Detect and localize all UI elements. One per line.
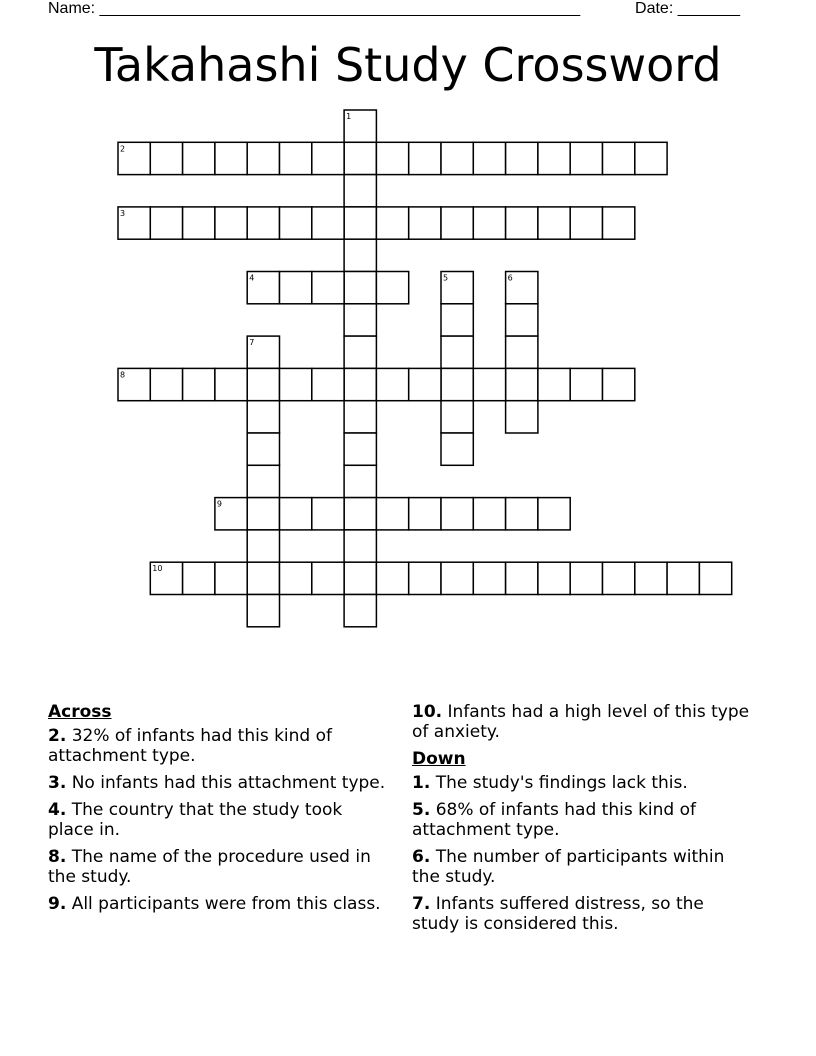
grid-cell[interactable] bbox=[344, 142, 376, 174]
grid-cell[interactable] bbox=[570, 368, 602, 400]
grid-cell[interactable] bbox=[409, 368, 441, 400]
cell-number: 1 bbox=[346, 112, 352, 121]
grid-cell[interactable] bbox=[409, 207, 441, 239]
grid-cell[interactable] bbox=[441, 498, 473, 530]
grid-cell[interactable] bbox=[247, 465, 279, 497]
clue-text: The number of participants within the study. bbox=[412, 847, 725, 887]
grid-cell[interactable] bbox=[473, 142, 505, 174]
clue-number: 9. bbox=[48, 894, 67, 914]
grid-cell[interactable] bbox=[280, 368, 312, 400]
grid-cell[interactable] bbox=[344, 498, 376, 530]
grid-cell[interactable] bbox=[376, 272, 408, 304]
grid-cell[interactable] bbox=[441, 304, 473, 336]
grid-cell[interactable] bbox=[183, 142, 215, 174]
grid-cell[interactable] bbox=[247, 498, 279, 530]
clue-across-3 bbox=[48, 773, 388, 793]
grid-cell[interactable] bbox=[280, 272, 312, 304]
grid-cell[interactable] bbox=[344, 175, 376, 207]
grid-cell[interactable] bbox=[699, 562, 731, 594]
grid-cell[interactable] bbox=[667, 562, 699, 594]
clue-down-5 bbox=[412, 800, 752, 840]
grid-cell[interactable] bbox=[312, 368, 344, 400]
grid-cell[interactable] bbox=[538, 368, 570, 400]
grid-cell[interactable] bbox=[506, 142, 538, 174]
grid-cell[interactable] bbox=[538, 142, 570, 174]
grid-cell[interactable] bbox=[247, 562, 279, 594]
grid-cell[interactable] bbox=[183, 562, 215, 594]
clues-left-column bbox=[48, 702, 388, 921]
cell-number: 5 bbox=[443, 273, 449, 283]
grid-cell[interactable] bbox=[441, 368, 473, 400]
clue-across-9 bbox=[48, 894, 388, 914]
clue-across-2 bbox=[48, 726, 388, 766]
grid-cell[interactable] bbox=[344, 465, 376, 497]
grid-cell[interactable] bbox=[409, 562, 441, 594]
clue-number: 5. bbox=[412, 800, 431, 820]
grid-cell[interactable] bbox=[150, 142, 182, 174]
grid-cell[interactable] bbox=[473, 562, 505, 594]
grid-cell[interactable] bbox=[280, 498, 312, 530]
clue-across-10 bbox=[412, 702, 752, 742]
grid-cell[interactable] bbox=[215, 207, 247, 239]
grid-cell[interactable] bbox=[506, 207, 538, 239]
grid-cell[interactable] bbox=[344, 530, 376, 562]
grid-cell[interactable] bbox=[376, 368, 408, 400]
grid-cell[interactable] bbox=[506, 336, 538, 368]
cell-number: 10 bbox=[152, 564, 163, 574]
grid-cell[interactable] bbox=[344, 207, 376, 239]
grid-cell[interactable] bbox=[506, 562, 538, 594]
clue-text: The name of the procedure used in the study. bbox=[48, 847, 371, 887]
grid-cell[interactable] bbox=[183, 368, 215, 400]
grid-cell[interactable] bbox=[473, 207, 505, 239]
grid-cell[interactable] bbox=[441, 142, 473, 174]
grid-cell[interactable] bbox=[506, 401, 538, 433]
grid-cell[interactable] bbox=[247, 368, 279, 400]
down-heading: Down bbox=[412, 749, 466, 769]
grid-cell[interactable] bbox=[506, 498, 538, 530]
grid-cell[interactable] bbox=[409, 142, 441, 174]
grid-cell[interactable] bbox=[603, 207, 635, 239]
clue-text: 32% of infants had this kind of attachment type. bbox=[48, 726, 333, 766]
clue-across-4 bbox=[48, 800, 388, 840]
clue-number: 3. bbox=[48, 773, 67, 793]
grid-cell[interactable] bbox=[183, 207, 215, 239]
clue-text: Infants had a high level of this type of anxiety. bbox=[412, 702, 750, 742]
grid-cell[interactable] bbox=[344, 595, 376, 627]
grid-cell[interactable] bbox=[215, 142, 247, 174]
grid-cell[interactable] bbox=[344, 304, 376, 336]
grid-cell[interactable] bbox=[344, 562, 376, 594]
grid-cell[interactable] bbox=[376, 207, 408, 239]
grid-cell[interactable] bbox=[441, 562, 473, 594]
cell-number: 3 bbox=[120, 208, 126, 218]
clue-across-8 bbox=[48, 847, 388, 887]
across-heading: Across bbox=[48, 702, 112, 722]
grid-cell[interactable] bbox=[150, 207, 182, 239]
grid-cell[interactable] bbox=[344, 401, 376, 433]
grid-cell[interactable] bbox=[376, 142, 408, 174]
clue-text: Infants suffered distress, so the study is considered this. bbox=[412, 894, 704, 934]
clue-number: 4. bbox=[48, 800, 67, 820]
grid-cell[interactable] bbox=[376, 498, 408, 530]
clue-number: 6. bbox=[412, 847, 431, 867]
grid-cell[interactable] bbox=[409, 498, 441, 530]
cell-number: 9 bbox=[216, 499, 222, 509]
grid-cell[interactable] bbox=[280, 562, 312, 594]
grid-cell[interactable] bbox=[312, 207, 344, 239]
grid-cell[interactable] bbox=[603, 142, 635, 174]
grid-cell[interactable] bbox=[344, 368, 376, 400]
grid-cell[interactable] bbox=[538, 498, 570, 530]
clue-number: 7. bbox=[412, 894, 431, 914]
grid-cell[interactable] bbox=[376, 562, 408, 594]
grid-cell[interactable] bbox=[215, 562, 247, 594]
grid-cell[interactable] bbox=[247, 595, 279, 627]
clue-down-1 bbox=[412, 773, 752, 793]
grid-cell[interactable] bbox=[441, 207, 473, 239]
clue-text: 68% of infants had this kind of attachment type. bbox=[412, 800, 697, 840]
grid-cell[interactable] bbox=[312, 498, 344, 530]
clue-down-6 bbox=[412, 847, 752, 887]
grid-cell[interactable] bbox=[441, 433, 473, 465]
grid-cell[interactable] bbox=[344, 239, 376, 271]
grid-cell[interactable] bbox=[538, 207, 570, 239]
clues-right-column bbox=[412, 702, 752, 941]
grid-cell[interactable] bbox=[312, 142, 344, 174]
clue-text: All participants were from this class. bbox=[66, 894, 381, 914]
grid-cell[interactable] bbox=[603, 562, 635, 594]
cell-number: 6 bbox=[507, 273, 513, 283]
grid-cell[interactable] bbox=[570, 207, 602, 239]
grid-cell[interactable] bbox=[215, 368, 247, 400]
grid-cell[interactable] bbox=[506, 368, 538, 400]
grid-cell[interactable] bbox=[441, 401, 473, 433]
grid-cell[interactable] bbox=[570, 142, 602, 174]
grid-cell[interactable] bbox=[603, 368, 635, 400]
grid-cell[interactable] bbox=[473, 368, 505, 400]
page-title: Takahashi Study Crossword bbox=[94, 38, 722, 92]
grid-cell[interactable] bbox=[344, 336, 376, 368]
grid-cell[interactable] bbox=[150, 368, 182, 400]
cell-number: 8 bbox=[120, 370, 126, 380]
grid-cell[interactable] bbox=[635, 142, 667, 174]
clue-number: 8. bbox=[48, 847, 67, 867]
date-field-label[interactable]: Date: _______ bbox=[635, 0, 740, 17]
clue-number: 1. bbox=[412, 773, 431, 793]
cell-number: 2 bbox=[120, 144, 126, 154]
grid-cell[interactable] bbox=[247, 530, 279, 562]
grid-cell[interactable] bbox=[538, 562, 570, 594]
cell-number: 7 bbox=[249, 338, 255, 348]
grid-cell[interactable] bbox=[247, 401, 279, 433]
name-field-label[interactable]: Name: ______________________________________________________ bbox=[48, 0, 581, 17]
grid-cell[interactable] bbox=[247, 433, 279, 465]
grid-cell[interactable] bbox=[441, 336, 473, 368]
grid-cell[interactable] bbox=[344, 272, 376, 304]
grid-cell[interactable] bbox=[344, 433, 376, 465]
clue-text: No infants had this attachment type. bbox=[66, 773, 386, 793]
grid-cell[interactable] bbox=[570, 562, 602, 594]
grid-cell[interactable] bbox=[506, 304, 538, 336]
grid-cell[interactable] bbox=[247, 207, 279, 239]
grid-cell[interactable] bbox=[247, 142, 279, 174]
clue-number: 10. bbox=[412, 702, 443, 722]
grid-cell[interactable] bbox=[635, 562, 667, 594]
grid-cell[interactable] bbox=[280, 142, 312, 174]
cell-number: 4 bbox=[249, 273, 255, 283]
clue-text: The study's findings lack this. bbox=[430, 773, 688, 793]
clue-down-7 bbox=[412, 894, 752, 934]
grid-cell[interactable] bbox=[473, 498, 505, 530]
clue-number: 2. bbox=[48, 726, 67, 746]
grid-cell[interactable] bbox=[312, 562, 344, 594]
clue-text: The country that the study took place in. bbox=[48, 800, 343, 840]
grid-cell[interactable] bbox=[312, 272, 344, 304]
grid-cell[interactable] bbox=[280, 207, 312, 239]
